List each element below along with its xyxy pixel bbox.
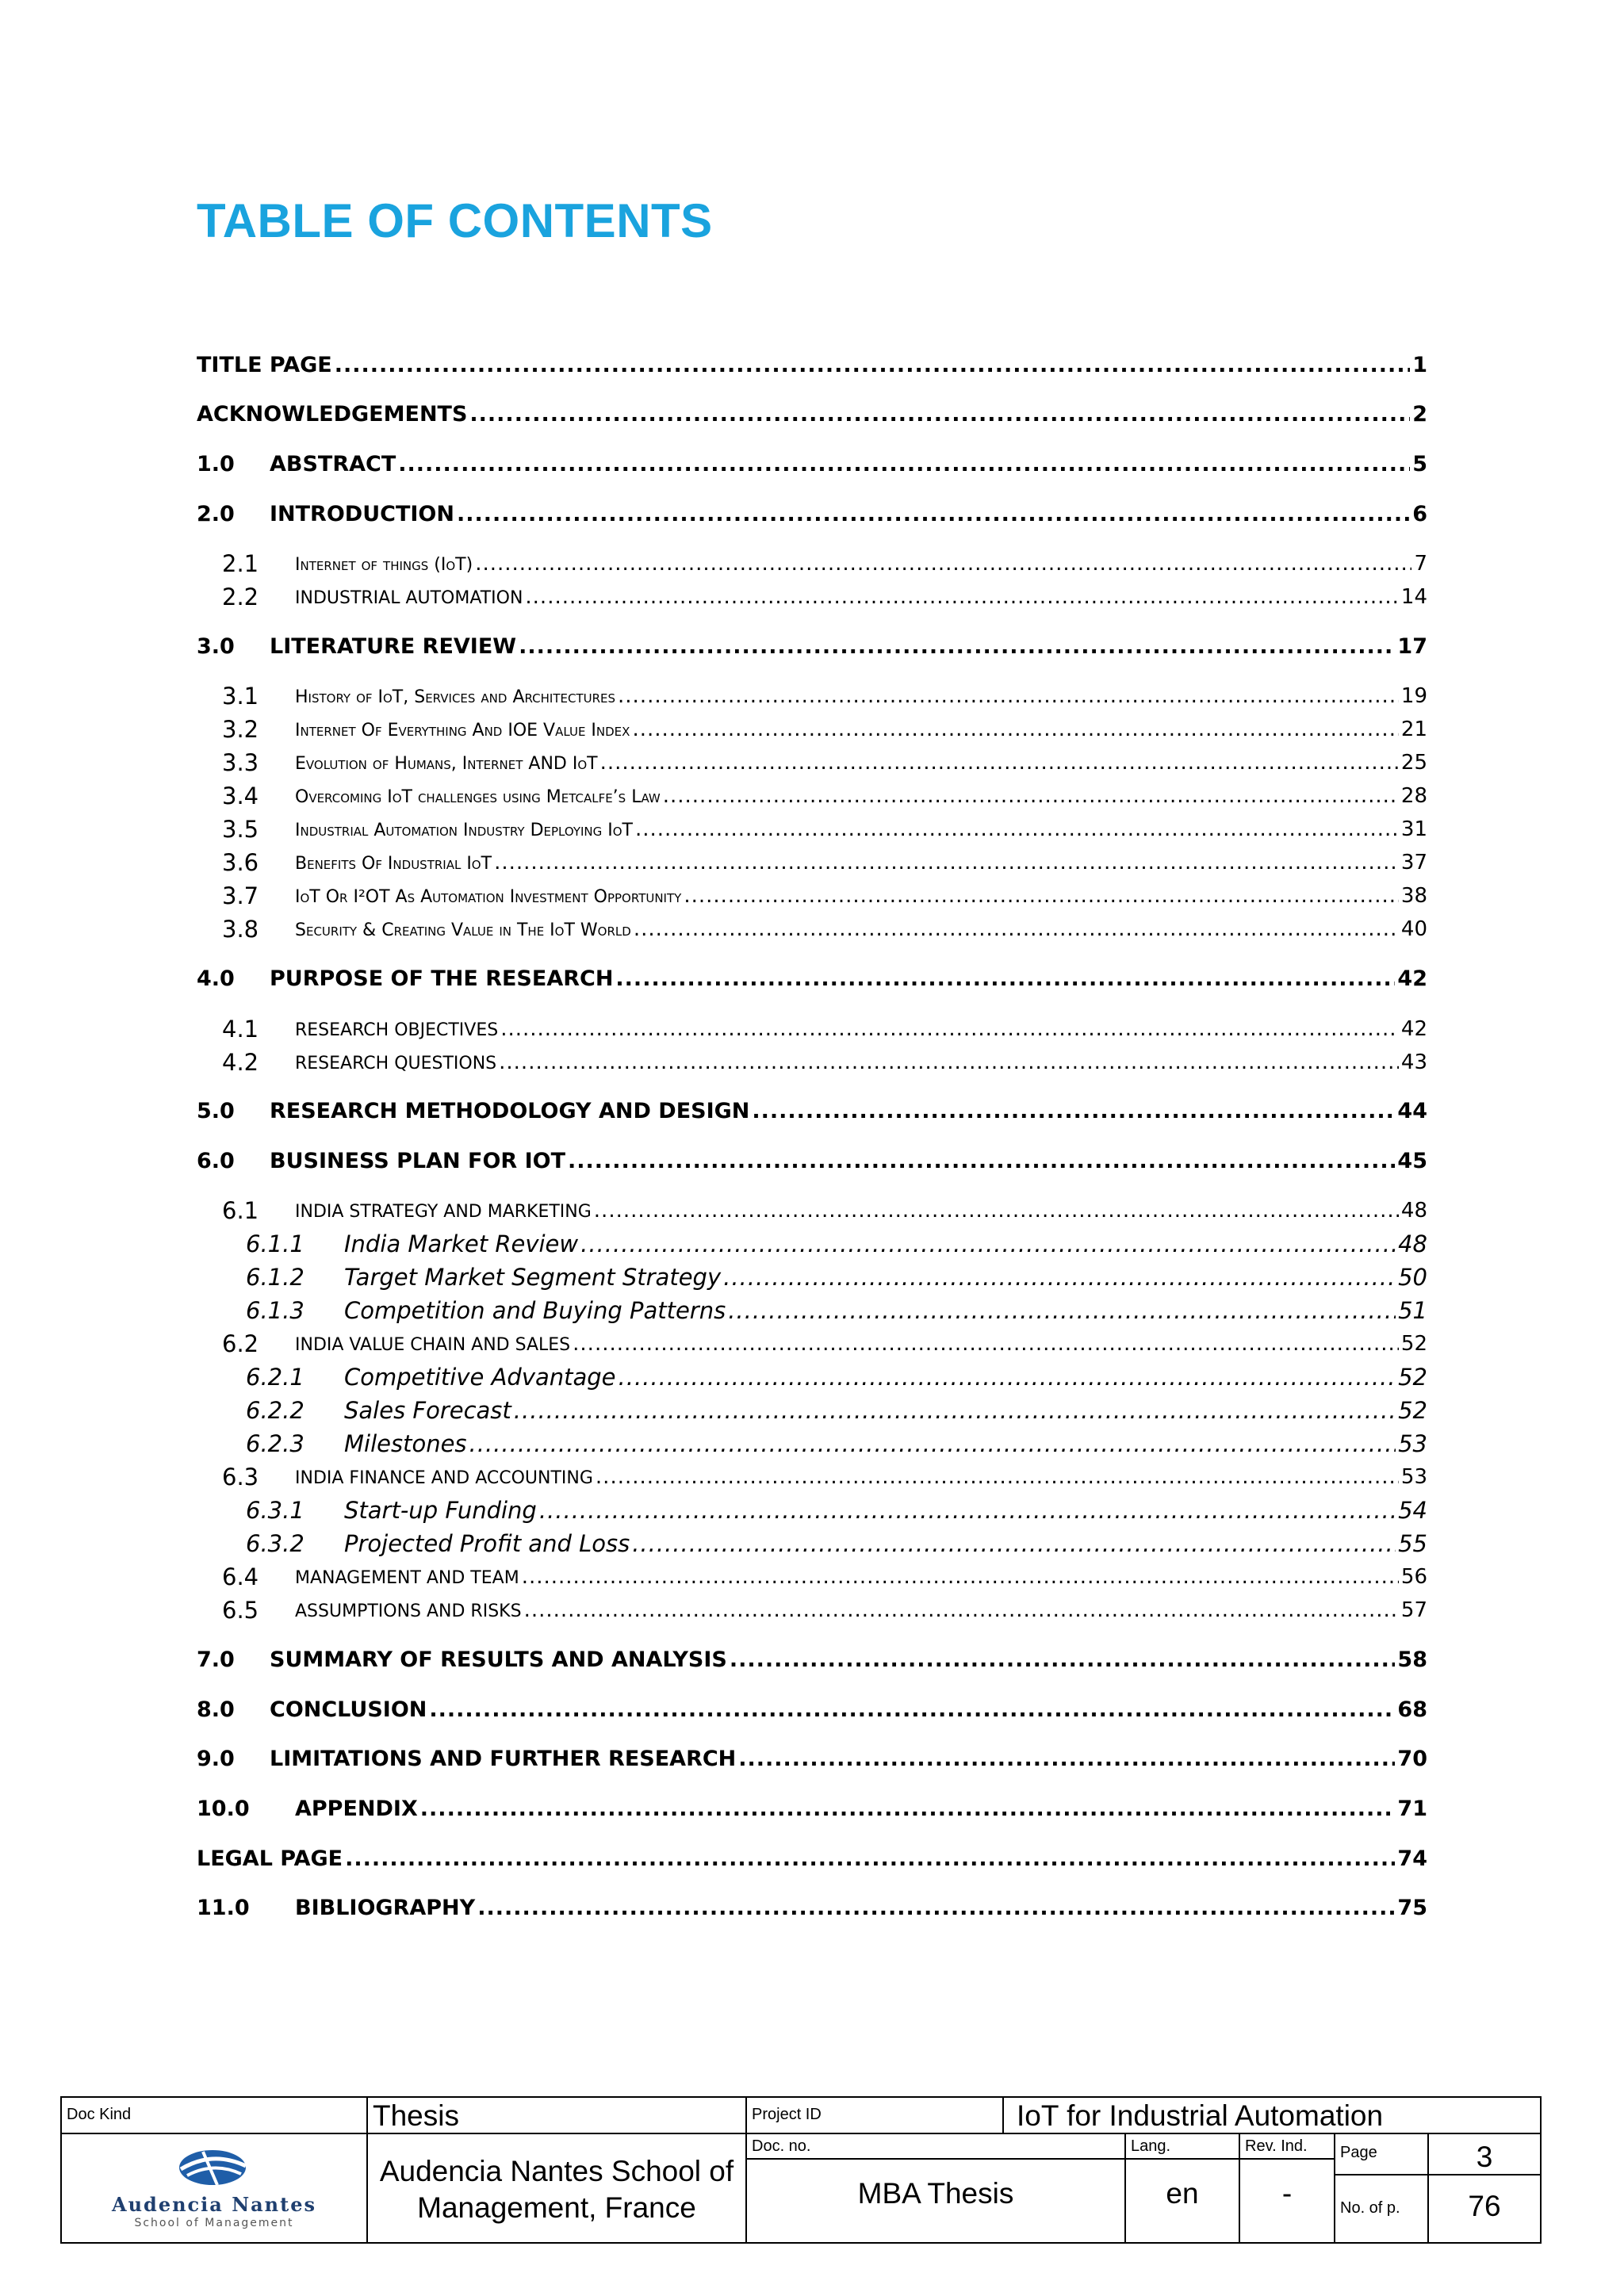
toc-entry-text: Start-up Funding (344, 1497, 537, 1524)
toc-entry-page: 52 (1400, 1332, 1427, 1356)
toc-entry-text: LITERATURE REVIEW (270, 634, 517, 659)
toc-entry-text: INTRODUCTION (270, 502, 454, 526)
toc-entry-number: 6.4 (222, 1563, 259, 1590)
page-value: 3 (1476, 2141, 1493, 2173)
toc-entry-text: Internet Of Everything And IOE Value Index (295, 721, 630, 740)
toc-entry-number: 3.0 (197, 634, 235, 659)
toc-entry-acknowledgements[interactable] (197, 398, 1427, 431)
toc-entry-number: 4.2 (222, 1049, 259, 1076)
toc-entry-number: 4.0 (197, 966, 235, 991)
toc-entry-11-0[interactable] (197, 1892, 1427, 1925)
toc-entry-text: Benefits Of Industrial IoT (295, 854, 492, 874)
toc-entry-4-0[interactable] (197, 962, 1427, 996)
toc-entry-number: 11.0 (197, 1896, 250, 1920)
toc-entry-number: 6.2.3 (246, 1430, 304, 1457)
toc-entry-10-0[interactable] (197, 1793, 1427, 1826)
toc-entry-page: 28 (1400, 784, 1427, 808)
toc-entry-3-1[interactable] (197, 679, 1427, 713)
toc-entry-page: 1 (1412, 353, 1427, 377)
toc-entry-5-0[interactable] (197, 1095, 1427, 1128)
toc-entry-number: 6.0 (197, 1149, 235, 1173)
toc-entry-6-5[interactable] (197, 1594, 1427, 1627)
toc-entry-6-2[interactable] (197, 1327, 1427, 1360)
project-id-label: Project ID (752, 2106, 822, 2123)
toc-entry-text: PURPOSE OF THE RESEARCH (270, 966, 614, 991)
toc-entry-page: 17 (1397, 634, 1427, 659)
toc-entry-3-8[interactable] (197, 913, 1427, 946)
toc-entry-page: 6 (1412, 502, 1427, 526)
toc-entry-number: 2.0 (197, 502, 235, 526)
toc-entry-page: 52 (1398, 1364, 1427, 1391)
toc-entry-text: APPENDIX (295, 1797, 418, 1821)
toc-entry-8-0[interactable] (197, 1693, 1427, 1727)
toc-entry-text: RESEARCH OBJECTIVES (295, 1020, 499, 1040)
toc-entry-text: India Market Review (344, 1230, 579, 1257)
toc-entry-6-1-1[interactable] (197, 1227, 1427, 1261)
toc-entry-9-0[interactable] (197, 1743, 1427, 1776)
toc-entry-text: CONCLUSION (270, 1697, 427, 1722)
doc-kind-label: Doc Kind (67, 2106, 132, 2123)
toc-entry-3-7[interactable] (197, 879, 1427, 913)
toc-entry-3-5[interactable] (197, 813, 1427, 846)
toc-entry-text: ASSUMPTIONS AND RISKS (295, 1601, 522, 1621)
institution-name: Audencia Nantes School of Management, France (379, 2155, 734, 2224)
logo-wordmark: Audencia Nantes (111, 2193, 316, 2216)
toc-entry-number: 5.0 (197, 1099, 235, 1123)
toc-entry-number: 6.2 (222, 1330, 259, 1357)
toc-entry-text: Industrial Automation Industry Deploying IoT (295, 821, 633, 840)
toc-entry-page: 31 (1400, 817, 1427, 841)
page-label: Page (1340, 2144, 1377, 2161)
logo-tagline: School of Management (134, 2217, 294, 2229)
toc-entry-page: 45 (1397, 1149, 1427, 1173)
toc-entry-text: Evolution of Humans, Internet AND IoT (295, 754, 598, 774)
toc-entry-7-0[interactable] (197, 1644, 1427, 1677)
toc-entry-text: INDIA VALUE CHAIN AND SALES (295, 1335, 571, 1355)
toc-entry-page: 53 (1400, 1465, 1427, 1489)
toc-entry-6-3-2[interactable] (197, 1527, 1427, 1560)
toc-entry-text: SUMMARY OF RESULTS AND ANALYSIS (270, 1647, 727, 1672)
toc-entry-page: 53 (1398, 1430, 1427, 1457)
toc-entry-3-2[interactable] (197, 713, 1427, 746)
toc-entry-6-4[interactable] (197, 1560, 1427, 1594)
toc-entry-number: 2.1 (222, 550, 259, 577)
toc-entry-number: 8.0 (197, 1697, 235, 1722)
toc-entry-text: IoT Or I²OT As Automation Investment Opportunity (295, 887, 682, 907)
footer-col-divider (1002, 2098, 1004, 2133)
toc-entry-number: 3.5 (222, 816, 259, 843)
toc-entry-text: Internet of things (IoT) (295, 555, 473, 575)
toc-entry-page: 44 (1397, 1099, 1427, 1123)
toc-entry-page: 19 (1400, 684, 1427, 708)
toc-entry-page: 5 (1412, 452, 1427, 476)
toc-entry-number: 3.2 (222, 716, 259, 743)
project-id-value: IoT for Industrial Automation (1017, 2099, 1384, 2132)
toc-entry-number: 6.3.1 (246, 1497, 304, 1524)
toc-entry-6-1-3[interactable] (197, 1294, 1427, 1327)
toc-entry-6-1-2[interactable] (197, 1261, 1427, 1294)
toc-entry-page: 48 (1398, 1230, 1427, 1257)
toc-entry-page: 48 (1400, 1199, 1427, 1223)
toc-entry-text: LIMITATIONS AND FURTHER RESEARCH (270, 1747, 737, 1771)
toc-entry-text: INDIA FINANCE AND ACCOUNTING (295, 1468, 593, 1488)
toc-entry-page: 57 (1400, 1598, 1427, 1622)
toc-entry-number: 3.6 (222, 849, 259, 876)
toc-entry-text: History of IoT, Services and Architectures (295, 687, 616, 707)
toc-entry-4-1[interactable] (197, 1012, 1427, 1046)
toc-entry-page: 7 (1414, 552, 1427, 576)
toc-entry-number: 6.1.2 (246, 1264, 304, 1291)
toc-entry-page: 75 (1397, 1896, 1427, 1920)
toc-entry-number: 2.2 (222, 584, 259, 610)
document-footer-table (60, 2096, 1542, 2244)
toc-entry-page: 42 (1397, 966, 1427, 991)
toc-entry-6-2-2[interactable] (197, 1394, 1427, 1427)
toc-entry-text: ABSTRACT (270, 452, 396, 476)
toc-entry-6-2-1[interactable] (197, 1360, 1427, 1394)
toc-entry-6-1[interactable] (197, 1194, 1427, 1227)
toc-entry-number: 6.1 (222, 1197, 259, 1224)
toc-entry-number: 6.2.2 (246, 1397, 304, 1424)
toc-entry-text: TITLE PAGE (197, 353, 332, 377)
toc-entry-page: 52 (1398, 1397, 1427, 1424)
toc-entry-text: INDUSTRIAL AUTOMATION (295, 588, 523, 608)
lang-value: en (1166, 2177, 1199, 2210)
toc-entry-6-3-1[interactable] (197, 1494, 1427, 1527)
audencia-logo (62, 2134, 366, 2244)
toc-entry-number: 3.4 (222, 783, 259, 809)
toc-entry-number: 3.3 (222, 749, 259, 776)
toc-entry-3-0[interactable] (197, 630, 1427, 664)
toc-entry-6-2-3[interactable] (197, 1427, 1427, 1460)
doc-no-label: Doc. no. (752, 2137, 811, 2155)
toc-entry-page: 43 (1400, 1050, 1427, 1074)
toc-entry-text: INDIA STRATEGY AND MARKETING (295, 1202, 592, 1222)
toc-entry-legal-page[interactable] (197, 1843, 1427, 1876)
toc-entry-text: Security & Creating Value in The IoT World (295, 920, 631, 940)
toc-entry-page: 14 (1400, 585, 1427, 609)
toc-entry-page: 55 (1398, 1530, 1427, 1557)
rev-ind-value: - (1281, 2177, 1293, 2210)
pages-label: No. of p. (1340, 2199, 1400, 2217)
toc-entry-text: RESEARCH QUESTIONS (295, 1054, 497, 1073)
lang-label: Lang. (1131, 2137, 1171, 2155)
toc-entry-text: Sales Forecast (344, 1397, 511, 1424)
toc-entry-page: 42 (1400, 1017, 1427, 1041)
toc-entry-number: 6.3.2 (246, 1530, 304, 1557)
toc-entry-page: 50 (1398, 1264, 1427, 1291)
toc-entry-title-page[interactable] (197, 349, 1427, 382)
toc-entry-text: Competition and Buying Patterns (344, 1297, 726, 1324)
toc-entry-number: 3.7 (222, 882, 259, 909)
toc-entry-page: 40 (1400, 917, 1427, 941)
toc-entry-2-0[interactable] (197, 498, 1427, 531)
toc-entry-2-1[interactable] (197, 547, 1427, 580)
toc-entry-number: 9.0 (197, 1747, 235, 1771)
toc-entry-number: 1.0 (197, 452, 235, 476)
toc-entry-number: 4.1 (222, 1016, 259, 1043)
toc-entry-number: 3.1 (222, 683, 259, 710)
pages-value: 76 (1468, 2190, 1501, 2222)
toc-entry-number: 6.3 (222, 1464, 259, 1490)
toc-entry-text: Competitive Advantage (344, 1364, 616, 1391)
footer-row-divider (1335, 2174, 1540, 2175)
toc-entry-2-2[interactable] (197, 580, 1427, 614)
toc-entry-text: RESEARCH METHODOLOGY AND DESIGN (270, 1099, 750, 1123)
toc-entry-number: 6.2.1 (246, 1364, 304, 1391)
toc-entry-page: 2 (1412, 402, 1427, 427)
toc-entry-6-0[interactable] (197, 1145, 1427, 1178)
toc-entry-text: BUSINESS PLAN FOR IOT (270, 1149, 566, 1173)
rev-ind-label: Rev. Ind. (1245, 2137, 1308, 2155)
page-title: TABLE OF CONTENTS (197, 194, 713, 247)
toc-entry-number: 10.0 (197, 1797, 250, 1821)
toc-entry-number: 6.1.3 (246, 1297, 304, 1324)
toc-entry-text: Overcoming IoT challenges using Metcalfe’s Law (295, 787, 661, 807)
toc-entry-page: 70 (1397, 1747, 1427, 1771)
toc-entry-3-3[interactable] (197, 746, 1427, 779)
toc-entry-page: 68 (1397, 1697, 1427, 1722)
toc-entry-number: 7.0 (197, 1647, 235, 1672)
footer-col-divider (745, 2098, 747, 2242)
toc-entry-number: 3.8 (222, 916, 259, 943)
toc-entry-text: MANAGEMENT AND TEAM (295, 1568, 519, 1588)
toc-entry-page: 37 (1400, 851, 1427, 874)
footer-row-divider (747, 2158, 1334, 2160)
toc-entry-3-4[interactable] (197, 779, 1427, 813)
toc-entry-page: 56 (1400, 1565, 1427, 1589)
toc-entry-page: 54 (1398, 1497, 1427, 1524)
toc-entry-text: LEGAL PAGE (197, 1846, 343, 1871)
toc-entry-4-2[interactable] (197, 1046, 1427, 1079)
footer-col-divider (1334, 2133, 1335, 2242)
toc-entry-text: Target Market Segment Strategy (344, 1264, 722, 1291)
toc-entry-3-6[interactable] (197, 846, 1427, 879)
toc-entry-page: 38 (1400, 884, 1427, 908)
toc-entry-number: 6.1.1 (246, 1230, 304, 1257)
toc-entry-text: Milestones (344, 1430, 467, 1457)
toc-entry-page: 21 (1400, 718, 1427, 741)
toc-entry-text: ACKNOWLEDGEMENTS (197, 402, 468, 427)
toc-entry-page: 51 (1398, 1297, 1427, 1324)
toc-entry-page: 74 (1397, 1846, 1427, 1871)
toc-entry-text: Projected Profit and Loss (344, 1530, 630, 1557)
toc-entry-text: BIBLIOGRAPHY (295, 1896, 476, 1920)
toc-entry-6-3[interactable] (197, 1460, 1427, 1494)
toc-entry-page: 58 (1397, 1647, 1427, 1672)
toc-entry-page: 71 (1397, 1797, 1427, 1821)
doc-kind-value: Thesis (373, 2099, 459, 2132)
doc-no-value: MBA Thesis (857, 2177, 1014, 2210)
toc-entry-1-0[interactable] (197, 448, 1427, 481)
toc-entry-number: 6.5 (222, 1597, 259, 1624)
toc-entry-page: 25 (1400, 751, 1427, 775)
